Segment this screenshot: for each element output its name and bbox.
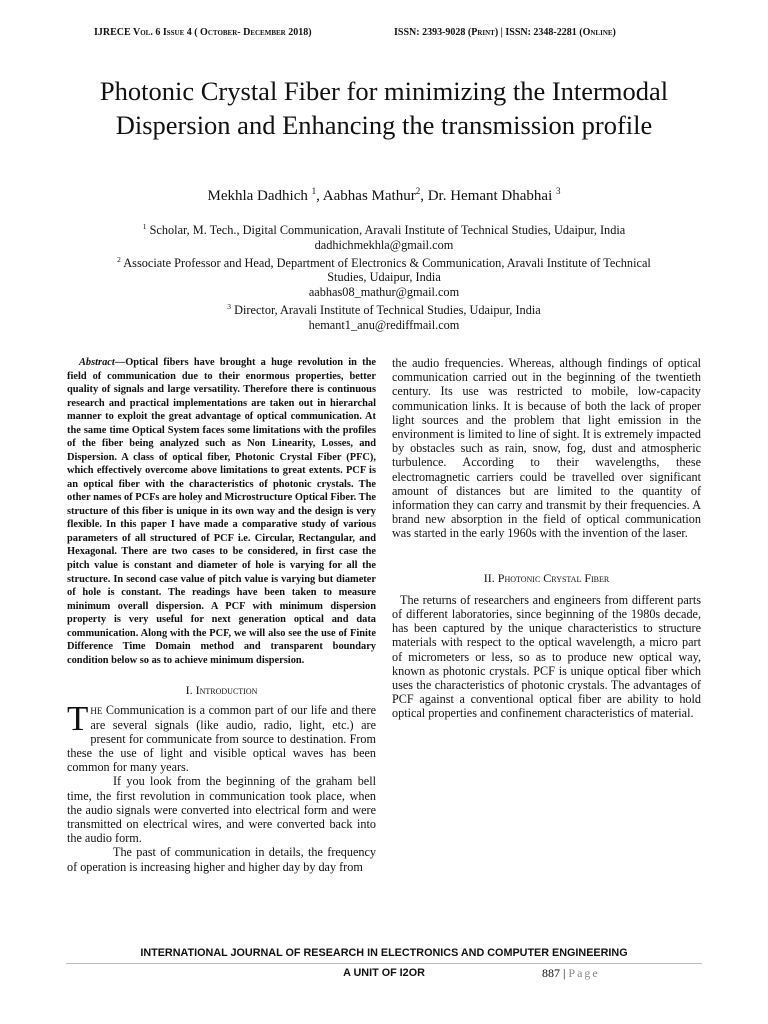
footer-unit: A UNIT OF I2OR xyxy=(343,967,425,979)
affiliations xyxy=(96,220,672,332)
section-number: II. xyxy=(483,570,495,585)
affiliation-text: Scholar, M. Tech., Digital Communication, Aravali Institute of Technical Studies, Udaipur, India xyxy=(146,223,626,238)
page-separator: | xyxy=(560,966,569,980)
abstract-dash: — xyxy=(114,357,126,368)
affiliation-marker: 1 xyxy=(142,222,147,231)
section-heading-photonic-crystal-fiber xyxy=(392,571,701,585)
drop-cap: T xyxy=(67,699,89,739)
left-column xyxy=(67,356,376,874)
affiliation xyxy=(96,253,672,286)
author-name: , Dr. Hemant Dhabhai xyxy=(420,188,557,204)
paragraph-text: Communication is a common part of our life and there are several signals (like audio, radio, light, etc.) are present for communicate from source to destination. From these the use of light and visible optical waves has been common for many years. xyxy=(67,703,376,775)
lead-smallcaps: he xyxy=(90,703,103,718)
footer-divider xyxy=(66,963,702,964)
affiliation xyxy=(96,220,672,238)
author-name: , Aabhas Mathur xyxy=(316,188,416,204)
intro-paragraph-1 xyxy=(67,699,376,775)
affiliation-text: Associate Professor and Head, Department of Electronics & Communication, Aravali Institute of Technical Studies, Udaipur, India xyxy=(120,255,651,285)
section-number: I. xyxy=(185,683,193,698)
author-list xyxy=(84,182,684,205)
intro-paragraph-3-continued: the audio frequencies. Whereas, although findings of optical communication carried out in the beginning of the twentieth century. Its use was restricted to mobile, low-capacity communication links. It is because of both the lack of proper light sources and the problem that light emission in the environment is limited to line of sight. It is extremely impacted by obstacles such as rain, snow, fog, dust and atmospheric turbulence. According to their wavelengths, these electromagnetic carriers could be travelled over significant amount of distances but are limited to the quantity of information they can carry and transmit by their frequencies. A brand new absorption in the field of optical communication was started in the early 1960s with the invention of the laser. xyxy=(392,356,701,541)
affiliation-email[interactable]: hemant1_anu@rediffmail.com xyxy=(308,317,460,332)
section-title: Photonic Crystal Fiber xyxy=(497,570,610,585)
affiliation-marker: 3 xyxy=(227,301,232,311)
section-heading-introduction xyxy=(67,683,376,697)
issn-info: ISSN: 2393-9028 (Print) | ISSN: 2348-2281 (Online) xyxy=(394,27,616,38)
paper-title: Photonic Crystal Fiber for minimizing the Intermodal Dispersion and Enhancing the transmission profile xyxy=(99,76,669,140)
page-number xyxy=(542,966,600,981)
pcf-paragraph-1: The returns of researchers and engineers from different parts of different laboratories, since beginning of the 1980s decade, has been captured by the unique characteristics to structure materials with respect to the optical wavelength, a micro part of micrometers or less, so as to produce new optical way, known as photonic crystals. PCF is unique optical fiber which uses the characteristics of photonic crystals. The advantages of PCF against a conventional optical fiber are ability to hold optical properties and confinement characteristics of material. xyxy=(392,592,701,721)
abstract-label: Abstract xyxy=(79,357,115,368)
affiliation-marker: 2 xyxy=(117,254,121,264)
footer-journal-name: INTERNATIONAL JOURNAL OF RESEARCH IN ELECTRONICS AND COMPUTER ENGINEERING xyxy=(140,947,628,959)
section-title: Introduction xyxy=(195,683,258,698)
affiliation xyxy=(96,300,672,318)
author-name: Mekhla Dadhich xyxy=(207,188,312,204)
affiliation-email[interactable]: aabhas08_mathur@gmail.com xyxy=(308,285,460,299)
journal-issue-info: IJRECE Vol. 6 Issue 4 ( October- December 2018) xyxy=(94,27,312,38)
author-affil-marker: 2 xyxy=(415,186,421,196)
intro-paragraph-2: If you look from the beginning of the graham bell time, the first revolution in communication took place, when the audio signals were converted into electrical form and were transmitted on electrical wires, and were converted back into the audio form. xyxy=(67,774,376,846)
page-word: Page xyxy=(568,966,600,980)
running-header xyxy=(0,27,768,43)
intro-paragraph-3: The past of communication in details, the frequency of operation is increasing higher and higher day by day from xyxy=(67,845,376,874)
right-column xyxy=(392,356,701,721)
affiliation-text: Director, Aravali Institute of Technical Studies, Udaipur, India xyxy=(231,302,541,317)
page-number-value: 887 xyxy=(542,966,560,980)
abstract-text: Optical fibers have brought a huge revolution in the field of communication due to their enormous properties, better quality of signals and large versatility. Therefore there is continuous research and practical implementations are taken out in hierarchal manner to exploit the great advantage of optical communication. At the same time Optical System faces some limitations with the profiles of the fiber being analyzed such as Non Linearity, Losses, and Dispersion. A class of optical fiber, Photonic Crystal Fiber (PFC), which effectively overcome above limitations to great extents. PCF is an optical fiber with the characteristics of photonic crystals. The other names of PCFs are holey and Microstructure Optical Fiber. The structure of this fiber is unique in its own way and the design is very flexible. In this paper I have made a comparative study of various parameters of all structured of PCF i.e. Circular, Rectangular, and Hexagonal. There are two cases to be considered, in first case the pitch value is constant and diameter of hole is varying for all the structure. In second case value of pitch value is varying but diameter of hole is constant. The readings have been taken to measure minimum overall dispersion. A PCF with minimum dispersion property is very useful for next generation optical and data communication. Along with the PCF, we will also see the use of Finite Difference Time Domain method and transparent boundary condition below so as to achieve minimum dispersion. xyxy=(67,357,376,666)
author-affil-marker: 1 xyxy=(311,186,317,196)
author-affil-marker: 3 xyxy=(556,186,561,196)
abstract xyxy=(67,356,376,667)
affiliation-email[interactable]: dadhichmekhla@gmail.com xyxy=(314,237,454,252)
